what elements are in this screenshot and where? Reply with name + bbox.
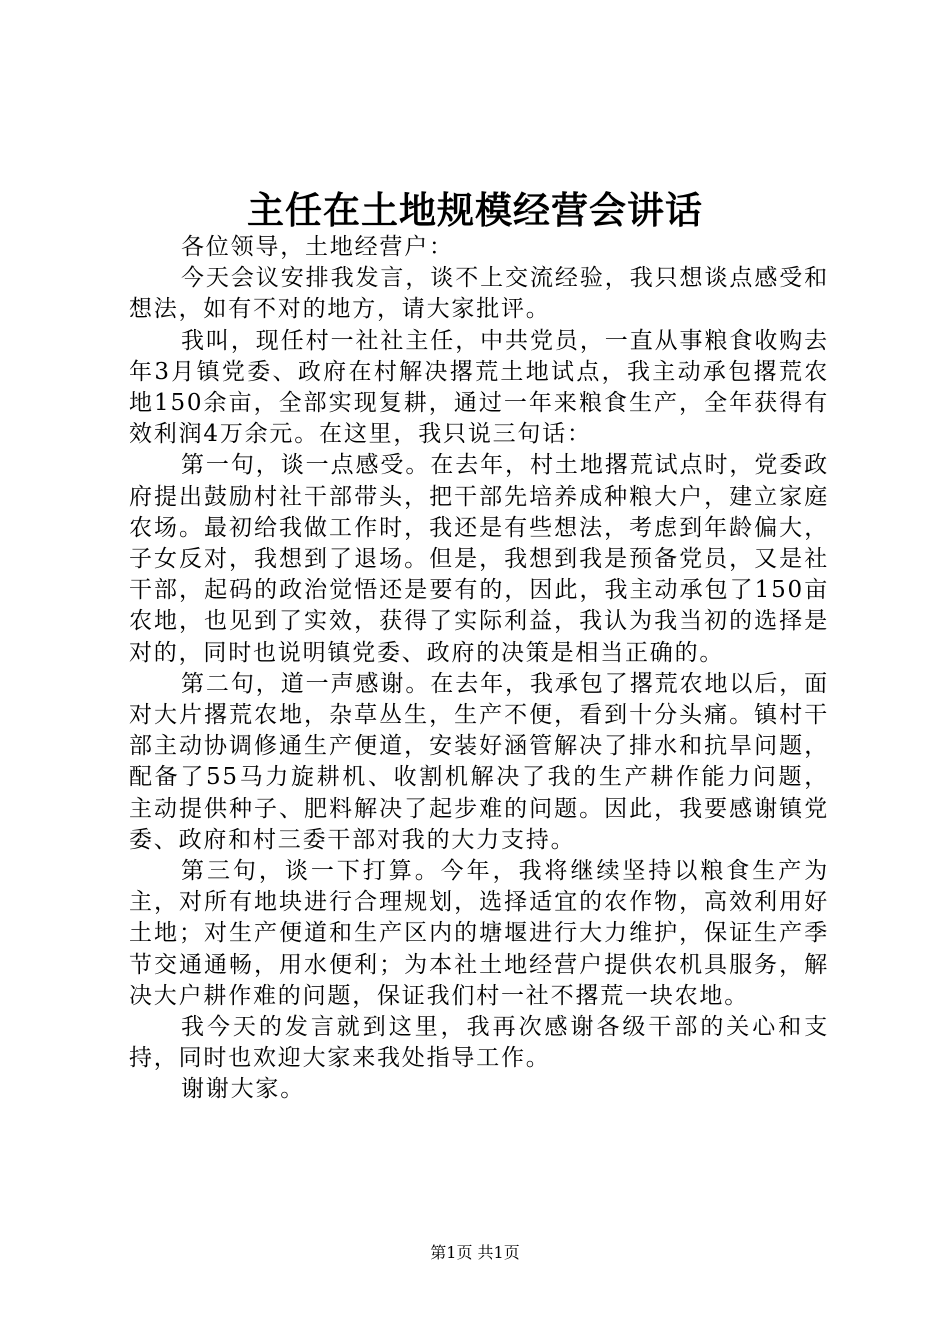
document-title: 主任在土地规模经营会讲话 (247, 188, 703, 232)
paragraph-introduction: 我叫，现任村一社社主任，中共党员，一直从事粮食收购去年3月镇党委、政府在村解决撂荒土地试点，我主动承包撂荒农地150余亩，全部实现复耕，通过一年来粮食生产，全年获得有效利润4万余元。在这里，我只说三句话： (129, 327, 829, 448)
paragraph-thanks: 谢谢大家。 (181, 1076, 305, 1103)
paragraph-second-point: 第二句，道一声感谢。在去年，我承包了撂荒农地以后，面对大片撂荒农地，杂草丛生，生产不便，看到十分头痛。镇村干部主动协调修通生产便道，安装好涵管解决了排水和抗旱问题，配备了55马力旋耕机、收割机解决了我的生产耕作能力问题，主动提供种子、肥料解决了起步难的问题。因此，我要感谢镇党委、政府和村三委干部对我的大力支持。 (129, 670, 829, 853)
page-number-footer: 第1页 共1页 (430, 1243, 520, 1262)
document-body (129, 232, 829, 1106)
paragraph-opening: 今天会议安排我发言，谈不上交流经验，我只想谈点感受和想法，如有不对的地方，请大家批评。 (129, 265, 829, 323)
paragraph-first-point: 第一句，谈一点感受。在去年，村土地撂荒试点时，党委政府提出鼓励村社干部带头，把干部先培养成种粮大户，建立家庭农场。最初给我做工作时，我还是有些想法，考虑到年龄偏大，子女反对，我想到了退场。但是，我想到我是预备党员，又是社干部，起码的政治觉悟还是要有的，因此，我主动承包了150亩农地，也见到了实效，获得了实际利益，我认为我当初的选择是对的，同时也说明镇党委、政府的决策是相当正确的。 (129, 452, 829, 666)
paragraph-salutation: 各位领导，土地经营户： (181, 234, 454, 260)
paragraph-closing: 我今天的发言就到这里，我再次感谢各级干部的关心和支持，同时也欢迎大家来我处指导工作。 (129, 1014, 829, 1072)
paragraph-third-point: 第三句，谈一下打算。今年，我将继续坚持以粮食生产为主，对所有地块进行合理规划，选择适宜的农作物，高效利用好土地；对生产便道和生产区内的塘堰进行大力维护，保证生产季节交通通畅，用水便利；为本社土地经营户提供农机具服务，解决大户耕作难的问题，保证我们村一社不撂荒一块农地。 (129, 858, 829, 1009)
